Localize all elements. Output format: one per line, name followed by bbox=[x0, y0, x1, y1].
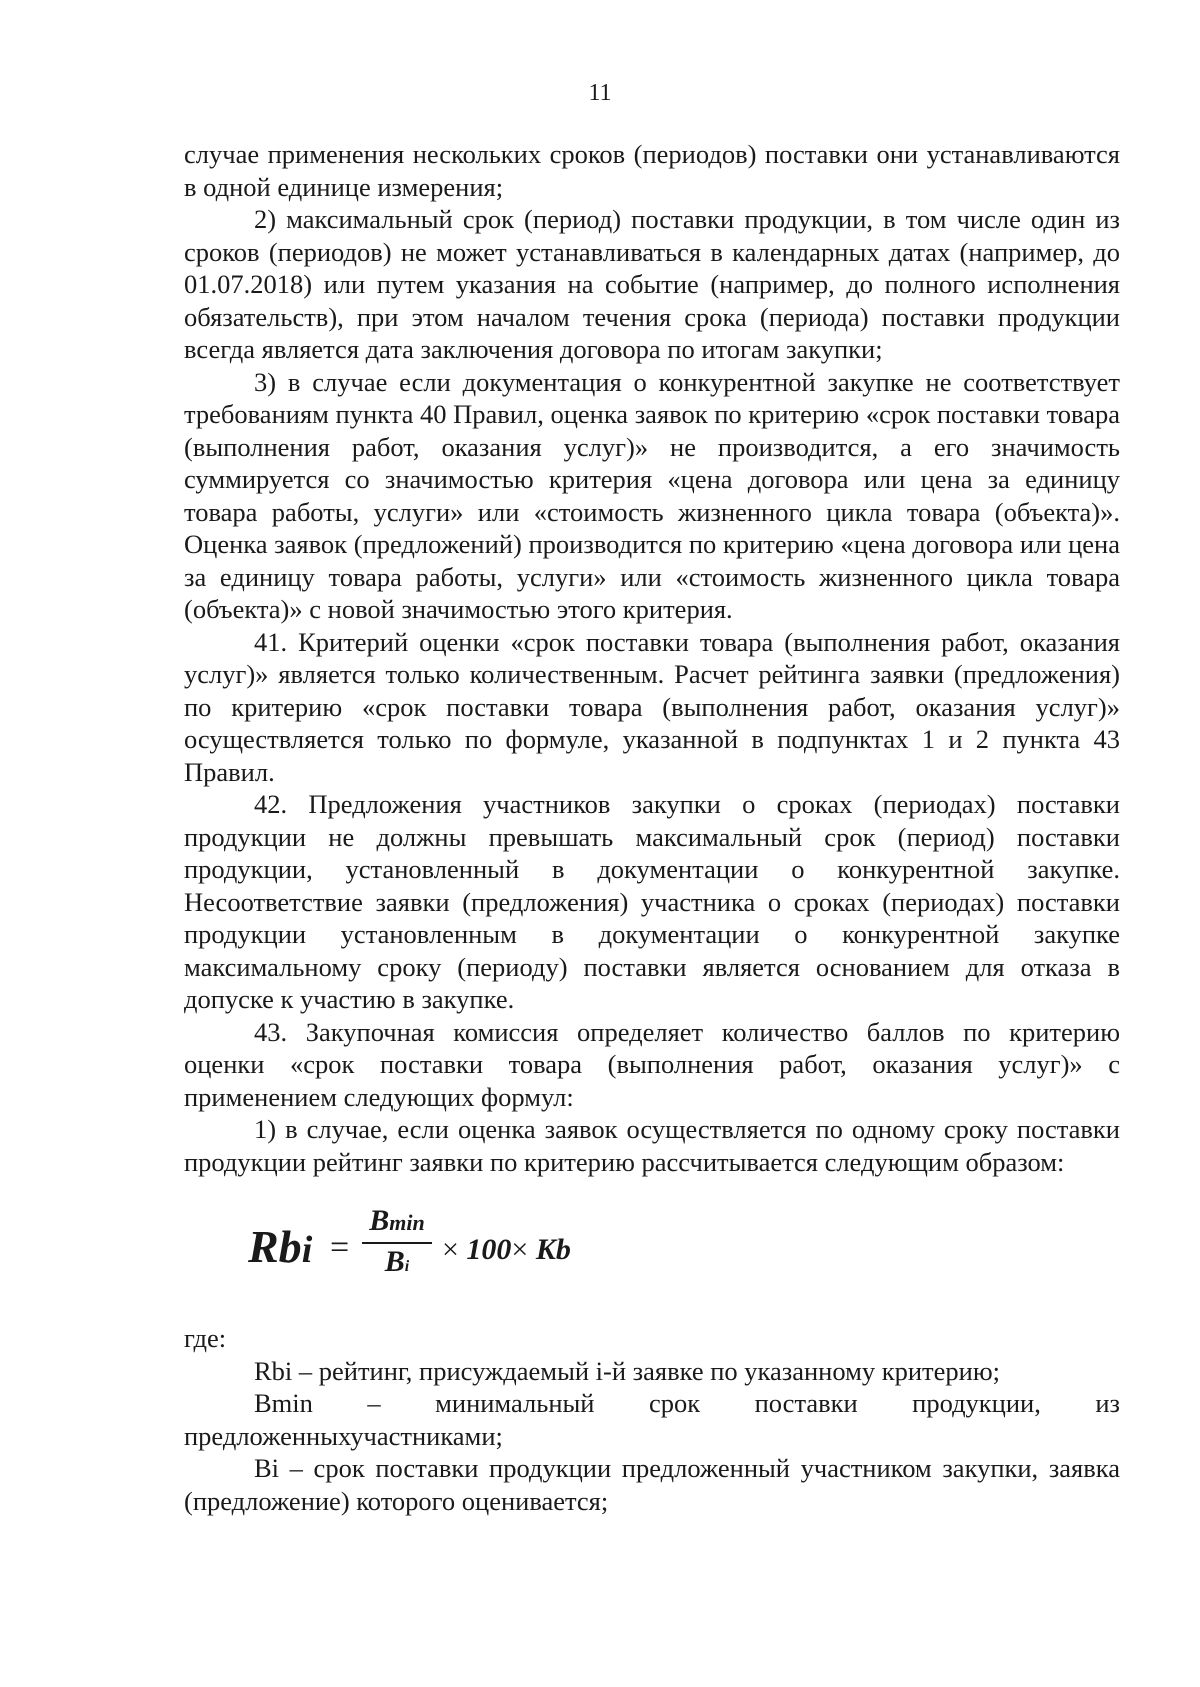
formula-lhs-sub: i bbox=[301, 1229, 313, 1271]
document-body bbox=[184, 138, 1120, 1517]
formula-multipliers bbox=[442, 1232, 571, 1268]
definition-rbi: Rbi – рейтинг, присуждаемый i-й заявке по указанному критерию; bbox=[254, 1355, 1000, 1386]
rating-formula bbox=[184, 1178, 1120, 1308]
paragraph-item-2: 2) максимальный срок (период) поставки продукции, в том числе один из сроков (периодов) не может устанавливаться в календарных датах (например, до 01.07.2018) или путем указания на событие (например, до полного исполнения обязательств), при этом началом течения срока (периода) поставки продукции всегда является дата заключения договора по итогам закупки; bbox=[184, 204, 1120, 364]
paragraph-43: 43. Закупочная комиссия определяет количество баллов по критерию оценки «срок поставки товара (выполнения работ, оказания услуг)» с применением следующих формул: bbox=[184, 1016, 1120, 1112]
paragraph-continuation: случае применения нескольких сроков (периодов) поставки они устанавливаются в одной единице измерения; bbox=[184, 139, 1120, 202]
formula-numerator bbox=[362, 1204, 432, 1242]
formula-denominator bbox=[362, 1244, 432, 1285]
formula-equals: = bbox=[330, 1229, 350, 1266]
paragraph-42: 42. Предложения участников закупки о сроках (периодах) поставки продукции не должны превышать максимальный срок (период) поставки продукции, установленный в документации о конкурентной закупке. Несоответствие заявки (предложения) участника о сроках (периодах) поставки продукции установленным в документации о конкурентной закупке максимальному сроку (периоду) поставки является основанием для отказа в допуске к участию в закупке. bbox=[184, 789, 1120, 1014]
formula-kb: Kb bbox=[535, 1233, 571, 1266]
paragraph-item-3: 3) в случае если документация о конкурентной закупке не соответствует требованиям пункта 40 Правил, оценка заявок по критерию «срок поставки товара (выполнения работ, оказания услуг)» не производится, а его значимость суммируется со значимостью критерия «цена договора или цена за единицу товара работы, услуги» или «стоимость жизненного цикла товара (объекта)». Оценка заявок (предложений) производится по критерию «цена договора или цена за единицу товара работы, услуги» или «стоимость жизненного цикла товара (объекта)» с новой значимостью этого критерия. bbox=[184, 366, 1120, 624]
formula-times-1: × bbox=[442, 1233, 459, 1266]
page-number: 11 bbox=[588, 80, 612, 106]
paragraph-43-item-1: 1) в случае, если оценка заявок осуществляется по одному сроку поставки продукции рейтинг заявки по критерию рассчитывается следующим образом: bbox=[184, 1114, 1120, 1177]
definition-bmin: Bmin – минимальный срок поставки продукции, из предложенныхучастниками; bbox=[184, 1388, 1120, 1451]
paragraph-41: 41. Критерий оценки «срок поставки товара (выполнения работ, оказания услуг)» является только количественным. Расчет рейтинга заявки (предложения) по критерию «срок поставки товара (выполнения работ, оказания услуг)» осуществляется только по формуле, указанной в подпунктах 1 и 2 пункта 43 Правил. bbox=[184, 626, 1120, 787]
formula-den-sub: i bbox=[404, 1258, 410, 1275]
formula-fraction bbox=[362, 1204, 432, 1285]
formula-times-2: × bbox=[511, 1233, 529, 1266]
formula-hundred: 100 bbox=[466, 1233, 512, 1266]
formula-num-sub: min bbox=[389, 1210, 425, 1235]
formula-den-main: B bbox=[384, 1245, 405, 1278]
formula-lhs bbox=[248, 1222, 312, 1275]
formula-num-main: B bbox=[369, 1204, 390, 1237]
definition-bi: Bi – срок поставки продукции предложенный участником закупки, заявка (предложение) которого оценивается; bbox=[184, 1453, 1120, 1516]
where-label: где: bbox=[184, 1323, 227, 1353]
formula-lhs-main: Rb bbox=[248, 1221, 302, 1272]
